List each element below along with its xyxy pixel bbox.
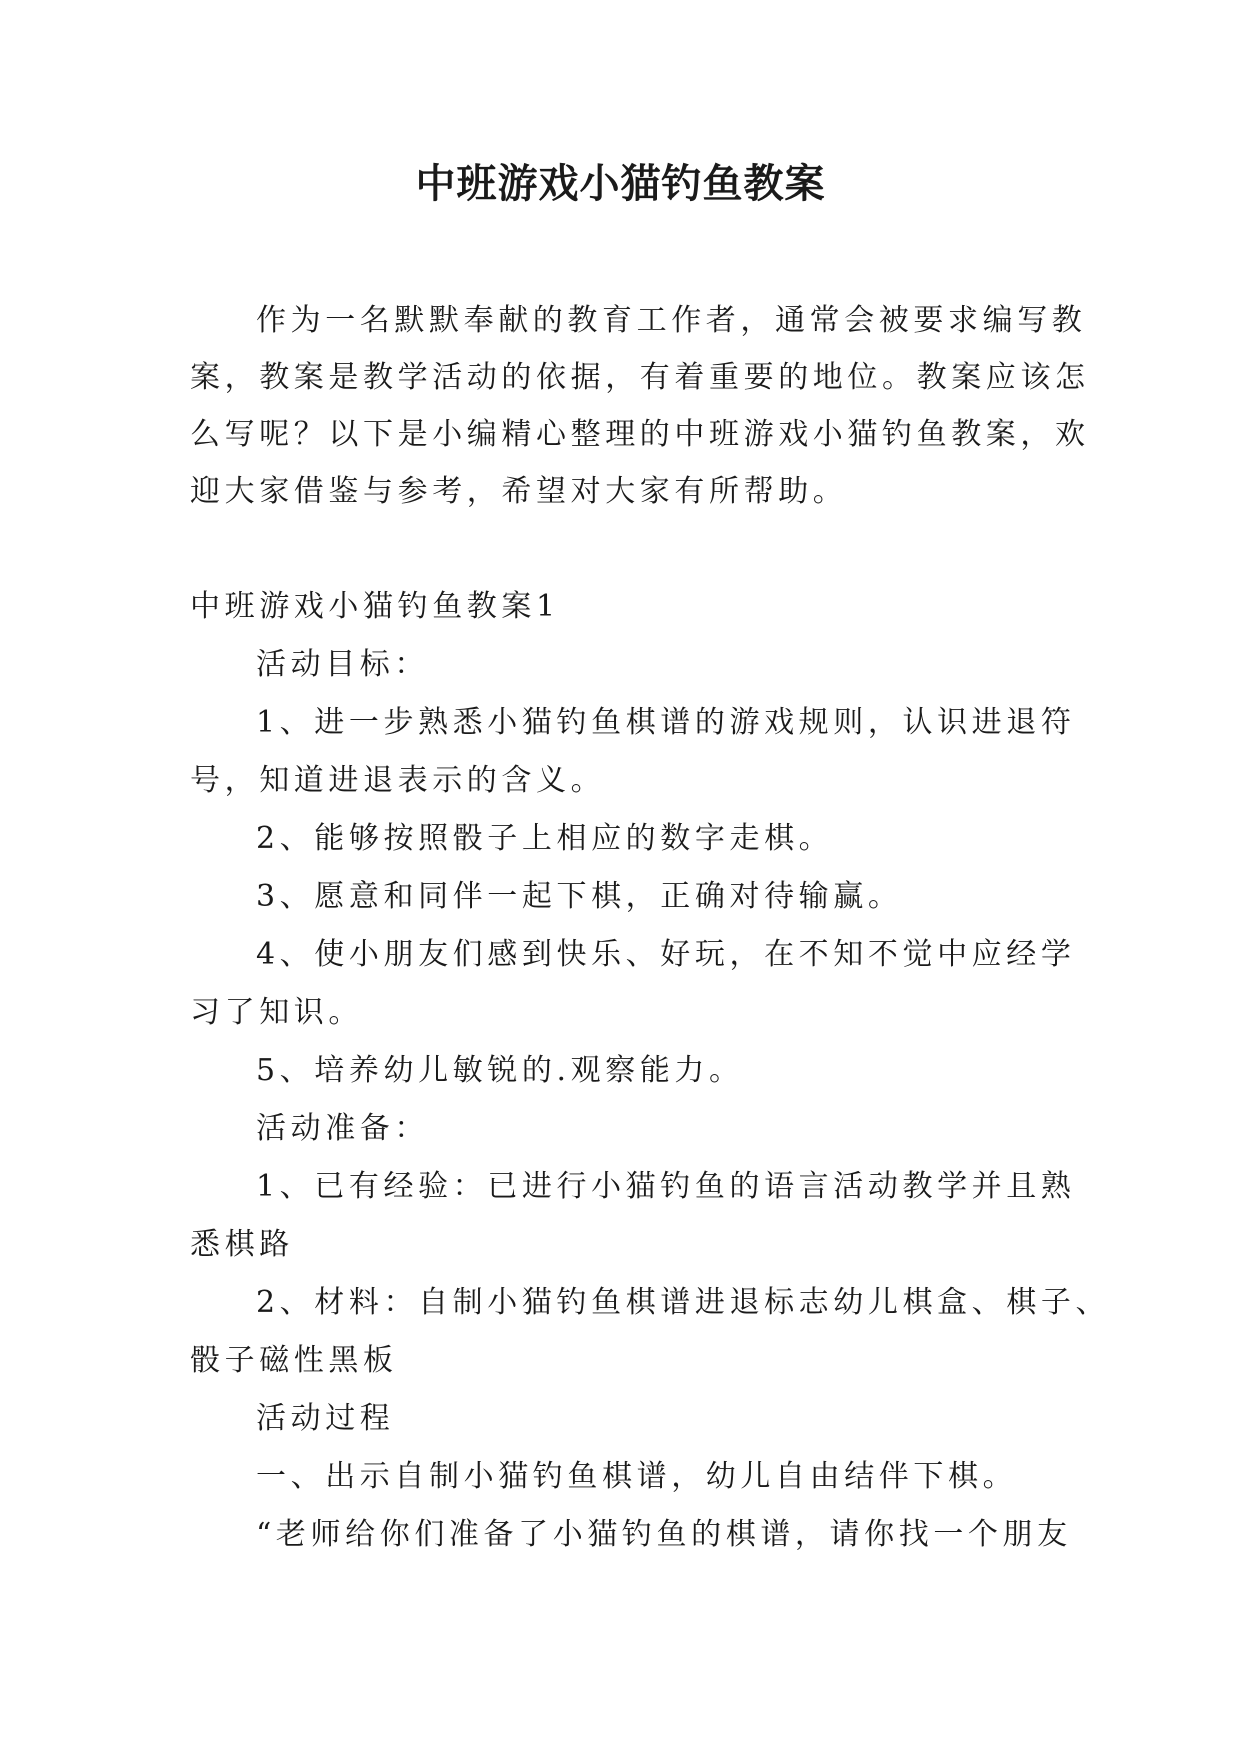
intro-paragraph <box>190 292 1090 520</box>
lesson-plan-body <box>190 578 1111 1564</box>
section-heading: 中班游戏小猫钓鱼教案1 <box>190 589 560 624</box>
preparation-item: 1、已有经验：已进行小猫钓鱼的语言活动教学并且熟 <box>256 1169 1076 1204</box>
goal-item: 3、愿意和同伴一起下棋，正确对待输赢。 <box>256 879 903 914</box>
document-title: 中班游戏小猫钓鱼教案 <box>415 160 826 207</box>
preparation-item: 2、材料：自制小猫钓鱼棋谱进退标志幼儿棋盒、棋子、 <box>256 1285 1111 1320</box>
preparation-item-continued: 骰子磁性黑板 <box>190 1343 398 1378</box>
goal-item: 1、进一步熟悉小猫钓鱼棋谱的游戏规则，认识进退符 <box>256 705 1076 740</box>
subheading-activity-process: 活动过程 <box>256 1401 395 1436</box>
intro-line: 案，教案是教学活动的依据，有着重要的地位。教案应该怎 <box>190 360 1090 395</box>
goal-item: 5、培养幼儿敏锐的.观察能力。 <box>256 1053 744 1088</box>
intro-line: 么写呢？以下是小编精心整理的中班游戏小猫钓鱼教案，欢 <box>190 417 1090 452</box>
subheading-activity-preparation: 活动准备： <box>256 1111 429 1146</box>
preparation-item-continued: 悉棋路 <box>190 1227 294 1262</box>
intro-line: 迎大家借鉴与参考，希望对大家有所帮助。 <box>190 474 848 509</box>
intro-line: 作为一名默默奉献的教育工作者，通常会被要求编写教 <box>256 303 1087 338</box>
goal-item: 2、能够按照骰子上相应的数字走棋。 <box>256 821 834 856</box>
subheading-activity-goals: 活动目标： <box>256 647 429 682</box>
process-step: 一、出示自制小猫钓鱼棋谱，幼儿自由结伴下棋。 <box>256 1459 1018 1494</box>
goal-item-continued: 习了知识。 <box>190 995 363 1030</box>
goal-item: 4、使小朋友们感到快乐、好玩，在不知不觉中应经学 <box>256 937 1076 972</box>
process-quote: “老师给你们准备了小猫钓鱼的棋谱，请你找一个朋友 <box>256 1517 1072 1552</box>
goal-item-continued: 号，知道进退表示的含义。 <box>190 763 606 798</box>
